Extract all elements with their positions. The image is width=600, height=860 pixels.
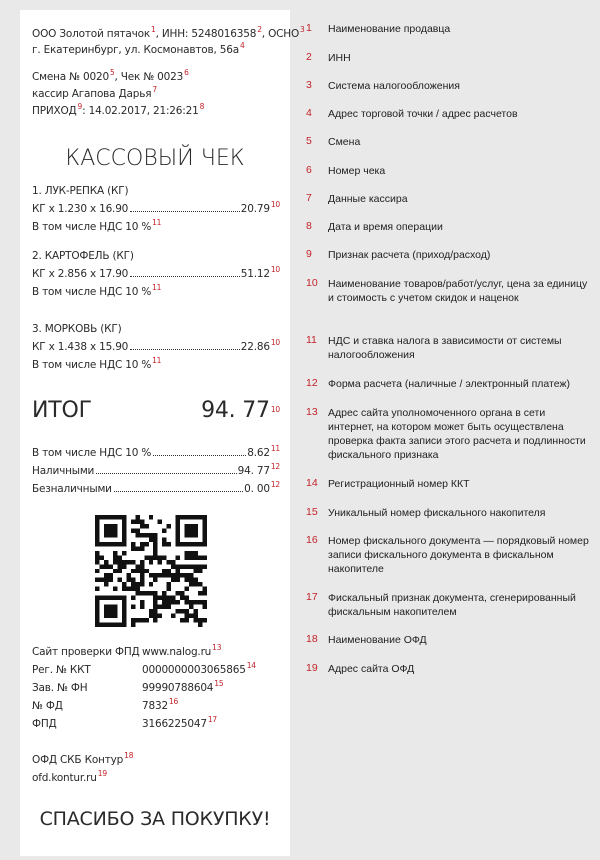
ofd-site: ofd.kontur.ru (32, 772, 97, 784)
field-value: 0000000003065865 (142, 664, 246, 676)
item-vat: В том числе НДС 10 % (32, 286, 152, 298)
field-key: ФПД (32, 718, 57, 730)
field-key: Зав. № ФН (32, 682, 88, 694)
legend-item: 19 Адрес сайта ОФД (306, 662, 415, 675)
field-key: № ФД (32, 700, 63, 712)
legend-item: 8 Дата и время операции (306, 220, 443, 233)
legend-item: 13 Адрес сайта уполномоченного органа в сети интернет, на котором может быть осуществлена проверка факта записи этого расчета и подлинности фискального признака (306, 406, 586, 461)
seller-inn: , ИНН: 5248016358 (155, 28, 257, 40)
ofd-name-line: ОФД СКБ Контур$^{18}$ (32, 751, 134, 766)
cash-row: Наличными 94. 77 12 (32, 462, 280, 477)
item-name: 3. МОРКОВЬ (КГ) (32, 323, 122, 335)
item-vat: В том числе НДС 10 % (32, 221, 152, 233)
shift-number: Смена № 0020 (32, 71, 109, 83)
total-value: 94. 77 (201, 398, 270, 423)
item-vat-line: В том числе НДС 10 %$^{11}$ (32, 218, 162, 233)
legend-item: 18 Наименование ОФД (306, 633, 427, 646)
vat-value: 8.62 (247, 447, 270, 459)
cash-value: 94. 77 (237, 465, 270, 477)
thanks-text: СПАСИБО ЗА ПОКУПКУ! (39, 808, 271, 830)
legend-item: 15 Уникальный номер фискального накопителя (306, 506, 546, 519)
cashier-name: кассир Агапова Дарья (32, 88, 152, 100)
receipt (20, 10, 305, 856)
shift-line: Смена № 0020$^5$, Чек № 0023$^6$ (32, 68, 189, 83)
cashier-line: кассир Агапова Дарья$^7$ (32, 85, 157, 100)
item-calc: КГ x 1.438 x 15.90 (32, 341, 129, 353)
ofd-name: ОФД СКБ Контур (32, 754, 124, 766)
legend-item: 5 Смена (306, 135, 361, 148)
vat-label: В том числе НДС 10 % (32, 447, 152, 459)
item-calc: КГ x 2.856 x 17.90 (32, 268, 129, 280)
item-calc-row: КГ x 1.230 x 16.90 20.79 10 (32, 200, 280, 215)
field-key: Рег. № ККТ (32, 664, 91, 676)
operation-datetime: : 14.02.2017, 21:26:21 (82, 105, 199, 117)
field-key: Сайт проверки ФПД (32, 646, 140, 658)
noncash-row: Безналичными 0. 00 12 (32, 480, 280, 495)
seller-line: ООО Золотой пятачок$^1$, ИНН: 5248016358$^2$, ОСНО$^3$ (32, 25, 305, 40)
seller-address: г. Екатеринбург, ул. Космонавтов, 56а (32, 44, 239, 56)
qr-code (95, 515, 207, 627)
item-name: 1. ЛУК-РЕПКА (КГ) (32, 185, 129, 197)
receipt-title: КАССОВЫЙ ЧЕК (65, 146, 245, 171)
legend-item: 10 Наименование товаров/работ/услуг, цена за единицу и стоимость с учетом скидок и наценок (306, 277, 588, 304)
operation-line: ПРИХОД$^9$: 14.02.2017, $21:26:21^8$ (32, 102, 205, 117)
vat-row: В том числе НДС 10 % 8.62 11 (32, 444, 280, 459)
noncash-label: Безналичными (32, 483, 112, 495)
legend-item: 11 НДС и ставка налога в зависимости от системы налогообложения (306, 334, 562, 361)
ofd-site-line: $ofd.kontur.ru^{19}$ (32, 769, 107, 784)
item-vat-line: В том числе НДС 10 %$^{11}$ (32, 356, 162, 371)
fd-number-row: № ФД 7832$^{16}$ (32, 697, 179, 712)
fpd-row: ФПД 3166225047$^{17}$ (32, 715, 217, 730)
seller-name: ООО Золотой пятачок (32, 28, 151, 40)
total-row: ИТОГ 94. $77^{10}$ (32, 398, 280, 423)
operation-type: ПРИХОД (32, 105, 77, 117)
item-name: 2. КАРТОФЕЛЬ (КГ) (32, 250, 134, 262)
item-calc: КГ x 1.230 x 16.90 (32, 203, 129, 215)
item-sum: 22.86 (240, 341, 270, 353)
fpd-site-row: Сайт проверки ФПД $www.nalog.ru^{13}$ (32, 643, 222, 658)
field-value: 7832 (142, 700, 168, 712)
check-number: , Чек № 0023 (114, 71, 184, 83)
legend-item: 9 Признак расчета (приход/расход) (306, 248, 491, 261)
tax-system: , ОСНО (261, 28, 300, 40)
noncash-value: 0. 00 (244, 483, 270, 495)
address-line: г. Екатеринбург, ул. Космонавтов, $56а^4$ (32, 41, 245, 56)
item-vat-line: В том числе НДС 10 %$^{11}$ (32, 283, 162, 298)
fn-serial-row: Зав. № ФН 99990788604$^{15}$ (32, 679, 224, 694)
item-sum: 51.12 (240, 268, 270, 280)
field-value: 99990788604 (142, 682, 214, 694)
legend-item: 17 Фискальный признак документа, сгенерированный фискальным накопителем (306, 591, 576, 618)
legend-item: 3 Система налогообложения (306, 79, 460, 92)
kkt-reg-row: Рег. № ККТ 0000000003065865$^{14}$ (32, 661, 256, 676)
legend-item: 4 Адрес торговой точки / адрес расчетов (306, 107, 518, 120)
legend-item: 16 Номер фискального документа — порядковый номер записи фискального документа в фискальном накопителе (306, 534, 589, 575)
legend-item: 12 Форма расчета (наличные / электронный платеж) (306, 377, 570, 390)
legend-item: 1 Наименование продавца (306, 22, 451, 35)
item-calc-row: КГ x 2.856 x 17.90 51.12 10 (32, 265, 280, 280)
total-label: ИТОГ (32, 398, 92, 423)
legend-item: 2 ИНН (306, 51, 351, 64)
field-value: 3166225047 (142, 718, 207, 730)
item-calc-row: КГ x 1.438 x 15.90 22.86 10 (32, 338, 280, 353)
cash-label: Наличными (32, 465, 95, 477)
field-value: www.nalog.ru (142, 646, 212, 658)
legend-item: 6 Номер чека (306, 164, 386, 177)
legend-item: 7 Данные кассира (306, 192, 408, 205)
item-sum: 20.79 (240, 203, 270, 215)
item-vat: В том числе НДС 10 % (32, 359, 152, 371)
legend-item: 14 Регистрационный номер ККТ (306, 477, 470, 490)
